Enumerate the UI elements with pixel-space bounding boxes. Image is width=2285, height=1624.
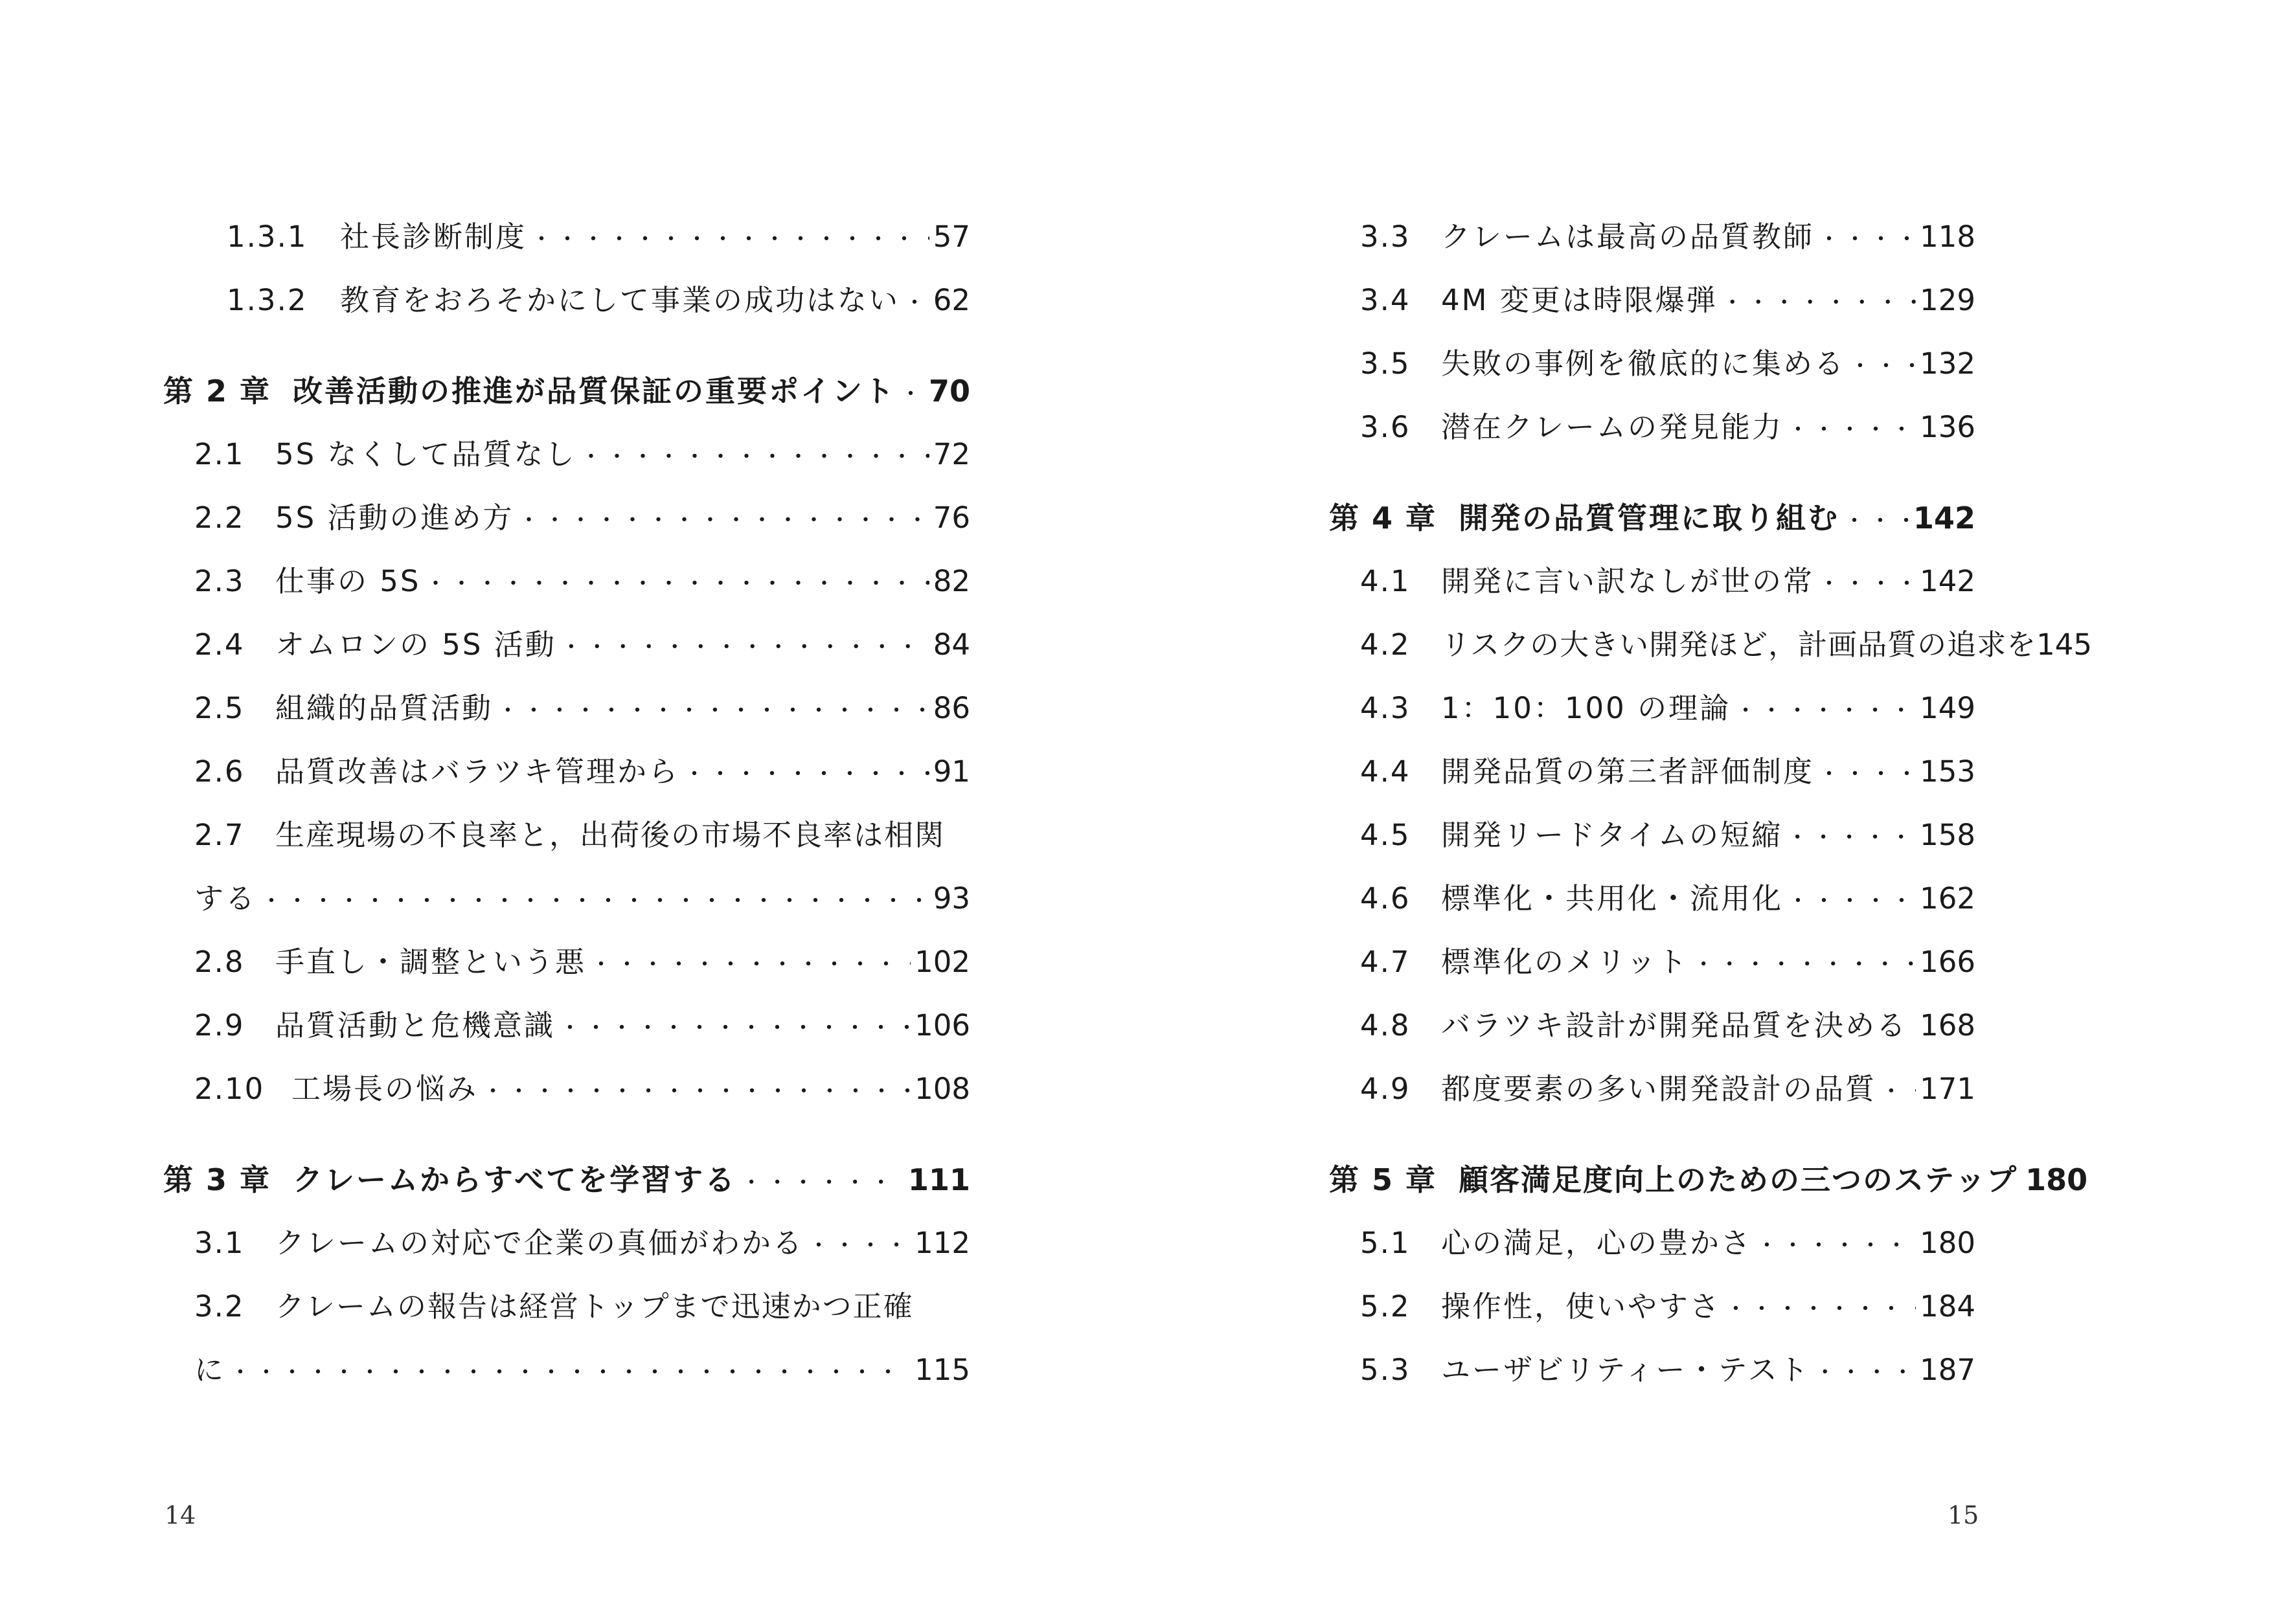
toc-entry-title: 失敗の事例を徹底的に集める bbox=[1441, 346, 1846, 381]
toc-chapter-title: クレームからすべてを学習する bbox=[293, 1162, 737, 1197]
toc-chapter-number: 第 2 章 bbox=[163, 374, 271, 409]
dot-leader bbox=[1818, 755, 1916, 794]
toc-entry-number: 4.6 bbox=[1360, 881, 1411, 916]
toc-entry-number: 2.9 bbox=[194, 1008, 245, 1043]
dot-leader bbox=[497, 692, 929, 730]
page-number: 15 bbox=[1948, 1501, 1979, 1529]
toc-entry bbox=[194, 499, 970, 537]
dot-leader bbox=[1818, 565, 1916, 603]
toc-entry-title: 仕事の 5S bbox=[275, 564, 421, 598]
toc-entry bbox=[194, 689, 970, 728]
toc-entry bbox=[194, 1070, 970, 1109]
toc-entry-page: 187 bbox=[1920, 1353, 1975, 1387]
toc-entry-number: 4.2 bbox=[1360, 627, 1411, 662]
toc-entry bbox=[194, 943, 970, 982]
toc-entry-page: 171 bbox=[1920, 1072, 1975, 1106]
toc-entry-page: 166 bbox=[1920, 945, 1975, 979]
toc-entry-number: 2.3 bbox=[194, 564, 245, 598]
toc-entry bbox=[1360, 1351, 1975, 1390]
dot-leader bbox=[425, 565, 929, 603]
toc-entry bbox=[1360, 816, 1975, 855]
toc-entry-title: ユーザビリティー・テスト bbox=[1441, 1353, 1810, 1387]
toc-entry-continuation bbox=[194, 1351, 970, 1390]
toc-entry-title: 組織的品質活動 bbox=[275, 691, 494, 725]
dot-leader bbox=[683, 755, 929, 794]
dot-leader bbox=[1725, 1290, 1916, 1329]
dot-leader bbox=[1786, 818, 1916, 857]
toc-entry bbox=[194, 435, 970, 474]
toc-entry-number: 5.2 bbox=[1360, 1289, 1411, 1324]
toc-entry-page: 82 bbox=[933, 564, 970, 598]
toc-entry-number: 3.6 bbox=[1360, 410, 1411, 444]
toc-entry bbox=[194, 1224, 970, 1263]
right-page bbox=[1142, 0, 2285, 1624]
toc-entry-number: 3.5 bbox=[1360, 346, 1411, 381]
toc-entry bbox=[194, 816, 970, 855]
dot-leader bbox=[904, 284, 929, 322]
toc-entry-page: 158 bbox=[1920, 818, 1975, 852]
dot-leader bbox=[1734, 692, 1916, 730]
toc-entry bbox=[1360, 943, 1975, 982]
dot-leader bbox=[1843, 502, 1909, 541]
dot-leader bbox=[518, 501, 929, 540]
dot-leader bbox=[580, 438, 929, 477]
toc-entry-title: 開発リードタイムの短縮 bbox=[1441, 818, 1783, 852]
toc-entry-page: 84 bbox=[933, 627, 970, 662]
toc-entry-title: クレームは最高の品質教師 bbox=[1441, 220, 1815, 254]
dot-leader bbox=[1692, 945, 1916, 984]
toc-entry bbox=[194, 752, 970, 791]
toc-entry-title: 操作性，使いやすさ bbox=[1441, 1289, 1722, 1324]
toc-entry bbox=[227, 218, 970, 256]
toc-entry-title: リスクの大きい開発ほど，計画品質の追求を bbox=[1441, 627, 2037, 662]
toc-entry-title: 5S 活動の進め方 bbox=[275, 501, 514, 535]
toc-entry bbox=[1360, 1006, 1975, 1045]
toc-entry-title: 社長診断制度 bbox=[340, 220, 527, 254]
toc-entry bbox=[1360, 218, 1975, 256]
toc-entry-continuation bbox=[194, 879, 970, 918]
dot-leader bbox=[1814, 1353, 1916, 1392]
toc-entry-number: 4.4 bbox=[1360, 754, 1411, 789]
toc-entry-page: 62 bbox=[933, 283, 970, 317]
dot-leader bbox=[260, 882, 929, 921]
toc-entry bbox=[1360, 879, 1975, 918]
toc-entry-number: 4.3 bbox=[1360, 691, 1411, 725]
toc-entry bbox=[1360, 752, 1975, 791]
toc-entry-title: 開発品質の第三者評価制度 bbox=[1441, 754, 1815, 789]
toc-chapter-number: 第 4 章 bbox=[1329, 501, 1437, 536]
toc-entry-number: 2.6 bbox=[194, 754, 245, 789]
toc-chapter bbox=[163, 372, 970, 411]
toc-entry-number: 3.1 bbox=[194, 1226, 245, 1260]
toc-entry-title: 潜在クレームの発見能力 bbox=[1441, 410, 1784, 444]
toc-entry-number: 4.7 bbox=[1360, 945, 1411, 979]
dot-leader bbox=[1911, 1009, 1916, 1048]
dot-leader bbox=[1849, 347, 1916, 386]
toc-chapter-number: 第 3 章 bbox=[163, 1162, 271, 1197]
toc-entry-page: 149 bbox=[1920, 691, 1975, 725]
toc-entry-title: バラツキ設計が開発品質を決める bbox=[1441, 1008, 1908, 1043]
dot-leader bbox=[1880, 1072, 1916, 1111]
toc-entry-number: 5.1 bbox=[1360, 1226, 1411, 1260]
toc-entry-page: 168 bbox=[1920, 1008, 1975, 1043]
dot-leader bbox=[1818, 220, 1916, 259]
toc-entry-page: 112 bbox=[915, 1226, 970, 1260]
toc-entry-title: 工場長の悩み bbox=[291, 1072, 479, 1106]
left-page bbox=[0, 0, 1142, 1624]
toc-entry-number: 4.9 bbox=[1360, 1072, 1411, 1106]
toc-entry-number: 2.1 bbox=[194, 437, 245, 471]
toc-entry-title: 教育をおろそかにして事業の成功はない bbox=[340, 283, 900, 317]
toc-chapter-title: 開発の品質管理に取り組む bbox=[1459, 501, 1839, 536]
dot-leader bbox=[1787, 882, 1916, 921]
toc-entry bbox=[194, 626, 970, 664]
toc-entry bbox=[194, 562, 970, 601]
toc-chapter bbox=[1329, 499, 1975, 537]
toc-chapter bbox=[163, 1160, 970, 1199]
toc-entry-number: 2.2 bbox=[194, 501, 245, 535]
toc-entry-page: 86 bbox=[933, 691, 970, 725]
toc-entry bbox=[1360, 344, 1975, 383]
toc-entry-title: 1：10：100 の理論 bbox=[1441, 691, 1731, 725]
toc-entry-title: 心の満足，心の豊かさ bbox=[1441, 1226, 1753, 1260]
dot-leader bbox=[229, 1353, 911, 1392]
toc-entry bbox=[1360, 1070, 1975, 1109]
toc-entry-page: 142 bbox=[1920, 564, 1975, 598]
toc-entry-page: 153 bbox=[1920, 754, 1975, 789]
toc-entry-number: 2.8 bbox=[194, 945, 245, 979]
toc-entry-page: 57 bbox=[933, 220, 970, 254]
toc-entry-title: 標準化・共用化・流用化 bbox=[1441, 881, 1784, 916]
toc-entry-number: 4.5 bbox=[1360, 818, 1411, 852]
dot-leader bbox=[530, 220, 929, 259]
toc-entry-number: 2.7 bbox=[194, 818, 245, 852]
toc-entry-number: 2.4 bbox=[194, 627, 245, 662]
toc-entry-title-continuation: に bbox=[194, 1353, 226, 1387]
dot-leader bbox=[590, 945, 911, 984]
toc-entry-number: 2.10 bbox=[194, 1072, 265, 1106]
toc-entry-title: 生産現場の不良率と，出荷後の市場不良率は相関 bbox=[275, 818, 946, 852]
dot-leader bbox=[900, 375, 925, 414]
toc-chapter-page: 180 bbox=[2025, 1162, 2088, 1197]
toc-entry-page: 180 bbox=[1920, 1226, 1975, 1260]
toc-entry-page: 129 bbox=[1920, 283, 1975, 317]
toc-entry bbox=[1360, 626, 2093, 664]
toc-entry-page: 136 bbox=[1920, 410, 1975, 444]
toc-entry-number: 4.8 bbox=[1360, 1008, 1411, 1043]
toc-entry-title: 標準化のメリット bbox=[1441, 945, 1689, 979]
toc-entry-number: 2.5 bbox=[194, 691, 245, 725]
toc-entry-page: 106 bbox=[915, 1008, 970, 1043]
toc-entry bbox=[1360, 281, 1975, 320]
toc-entry-page: 132 bbox=[1920, 346, 1975, 381]
toc-entry-title: 品質改善はバラツキ管理から bbox=[275, 754, 680, 789]
toc-entry-page: 184 bbox=[1920, 1289, 1975, 1324]
dot-leader bbox=[1787, 411, 1916, 449]
toc-entry-page: 108 bbox=[915, 1072, 970, 1106]
toc-entry-number: 5.3 bbox=[1360, 1353, 1411, 1387]
toc-entry-number: 3.3 bbox=[1360, 220, 1411, 254]
toc-entry-page: 162 bbox=[1920, 881, 1975, 916]
dot-leader bbox=[559, 1009, 911, 1048]
toc-entry-title: 開発に言い訳なしが世の常 bbox=[1441, 564, 1815, 598]
dot-leader bbox=[740, 1164, 904, 1202]
toc-chapter-page: 142 bbox=[1913, 501, 1975, 536]
toc-entry-page: 118 bbox=[1920, 220, 1975, 254]
toc-chapter-title: 顧客満足度向上のための三つのステップ bbox=[1459, 1162, 2018, 1197]
toc-entry bbox=[1360, 689, 1975, 728]
toc-entry-title: 4M 変更は時限爆弾 bbox=[1441, 283, 1718, 317]
toc-chapter-number: 第 5 章 bbox=[1329, 1162, 1437, 1197]
toc-entry-title: 5S なくして品質なし bbox=[275, 437, 576, 471]
toc-entry bbox=[1360, 408, 1975, 447]
toc-entry-number: 1.3.2 bbox=[227, 283, 308, 317]
dot-leader bbox=[1756, 1226, 1916, 1265]
toc-entry-title: クレームの報告は経営トップまで迅速かつ正確 bbox=[275, 1289, 914, 1324]
toc-entry bbox=[194, 1287, 970, 1326]
toc-entry-page: 76 bbox=[933, 501, 970, 535]
toc-entry-page: 72 bbox=[933, 437, 970, 471]
toc-entry-number: 3.2 bbox=[194, 1289, 245, 1324]
toc-entry-title: 手直し・調整という悪 bbox=[275, 945, 587, 979]
dot-leader bbox=[482, 1072, 911, 1111]
toc-entry-page: 145 bbox=[2036, 627, 2093, 662]
toc-chapter-page: 111 bbox=[907, 1162, 970, 1197]
toc-chapter-page: 70 bbox=[928, 374, 970, 409]
toc-entry bbox=[1360, 1224, 1975, 1263]
toc-entry-title: 都度要素の多い開発設計の品質 bbox=[1441, 1072, 1877, 1106]
toc-entry-page: 91 bbox=[933, 754, 970, 789]
dot-leader bbox=[1722, 284, 1916, 322]
toc-entry-number: 1.3.1 bbox=[227, 220, 308, 254]
toc-entry-title: オムロンの 5S 活動 bbox=[275, 627, 556, 662]
toc-entry bbox=[194, 1006, 970, 1045]
toc-entry-number: 4.1 bbox=[1360, 564, 1411, 598]
toc-chapter-title: 改善活動の推進が品質保証の重要ポイント bbox=[293, 374, 896, 409]
toc-entry-title: クレームの対応で企業の真価がわかる bbox=[275, 1226, 804, 1260]
toc-entry-page: 115 bbox=[915, 1353, 970, 1387]
toc-entry-page: 102 bbox=[915, 945, 970, 979]
toc-entry-page: 93 bbox=[933, 881, 970, 916]
toc-entry bbox=[1360, 562, 1975, 601]
page-number: 14 bbox=[165, 1501, 196, 1529]
toc-entry bbox=[1360, 1287, 1975, 1326]
dot-leader bbox=[560, 628, 929, 667]
toc-chapter bbox=[1329, 1160, 2088, 1199]
toc-entry-number: 3.4 bbox=[1360, 283, 1411, 317]
dot-leader bbox=[808, 1226, 911, 1265]
toc-entry-title-continuation: する bbox=[194, 881, 257, 916]
toc-entry-title: 品質活動と危機意識 bbox=[275, 1008, 556, 1043]
toc-entry bbox=[227, 281, 970, 320]
